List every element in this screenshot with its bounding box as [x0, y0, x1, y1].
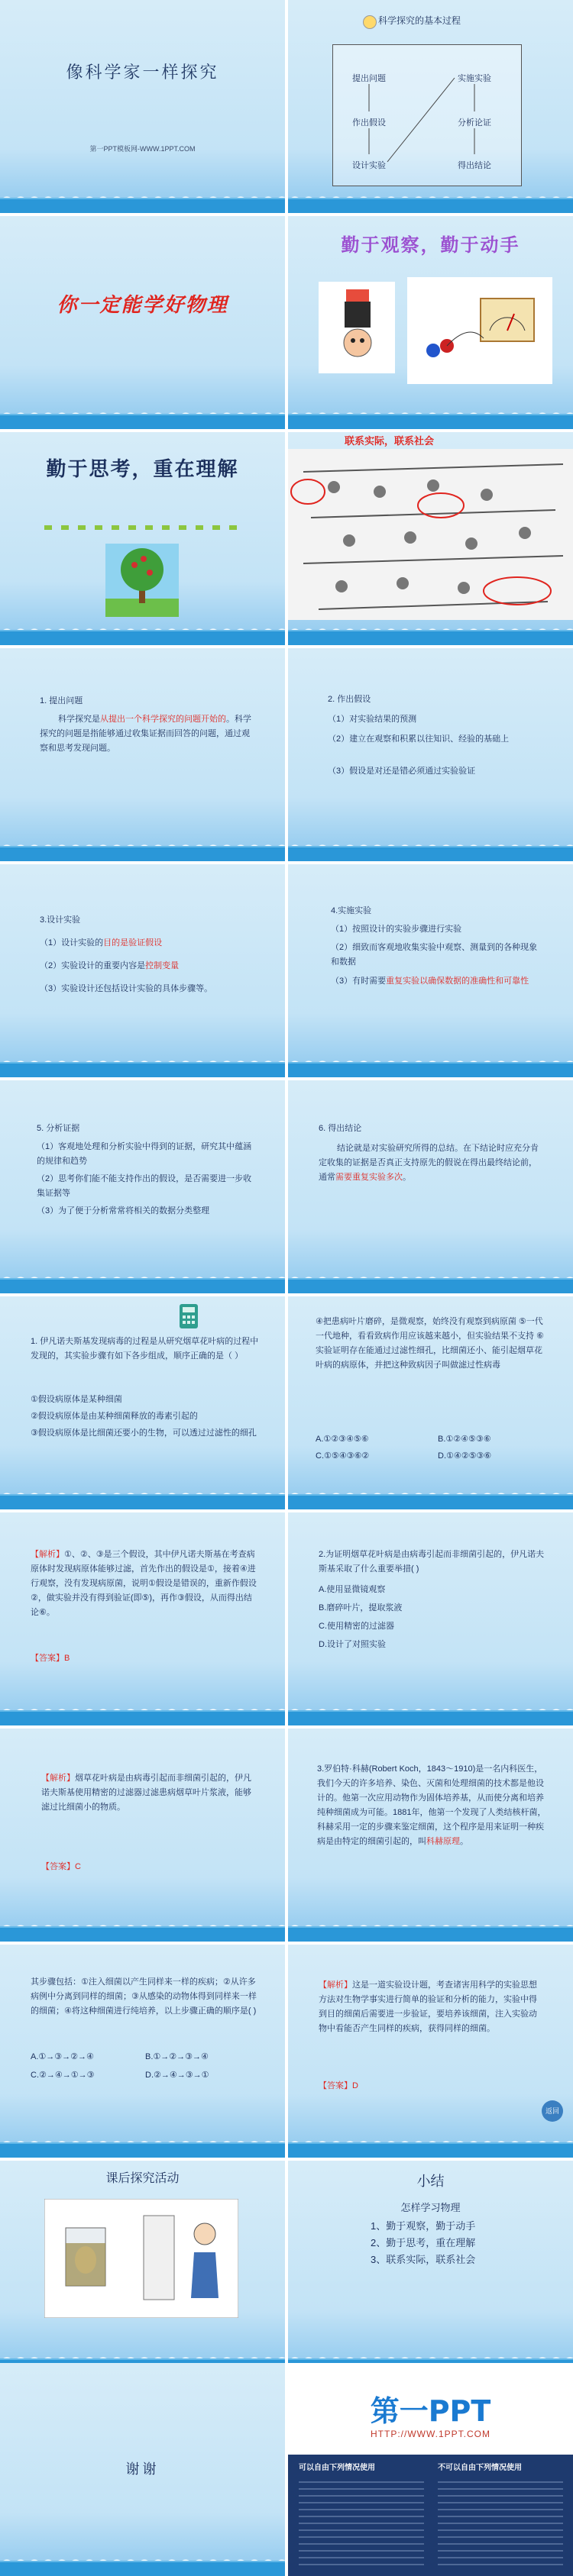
list-item: （3）实验设计还包括设计实验的具体步骤等。: [40, 984, 213, 993]
text-run: 。科学探究的问题是指能够通过收集证据而回答的问题，通过观察和思考发现问题。: [40, 715, 251, 753]
slide-10[interactable]: [288, 864, 573, 1077]
wave-decoration: [0, 1916, 285, 1942]
question-text: 其步骤包括：①注入细菌以产生同样来一样的疾病；②从许多病例中分离到同样的细菌；③从感染的动物体得到同样来一样的细菌；④将这种细菌进行纯培养，以上步骤正确的顺序是( ): [31, 1977, 257, 2016]
wave-decoration: [0, 835, 285, 861]
analysis-text: [31, 1548, 257, 1620]
answer-label: 【答案】: [41, 1862, 75, 1871]
allowed-terms-lines: [299, 2476, 424, 2566]
text-run: 。: [460, 1837, 468, 1846]
option-item: ②假设病原体是由某种细菌释放的毒素引起的: [31, 1412, 198, 1421]
slide-4[interactable]: [288, 216, 573, 429]
slide-5[interactable]: [0, 432, 285, 645]
list-item: （3）为了便于分析常常将相关的数据分类整理: [37, 1206, 210, 1215]
slide-subtitle: 第一PPT模板网-WWW.1PPT.COM: [89, 145, 196, 153]
slide-title: 科学探究的基本过程: [378, 15, 461, 26]
option-item: B.磨碎叶片，提取浆液: [319, 1603, 403, 1612]
forbidden-terms-lines: [438, 2476, 563, 2566]
slide-8[interactable]: [288, 648, 573, 861]
wave-decoration: [288, 187, 573, 213]
dotted-divider: [44, 525, 241, 530]
flow-step: 作出假设: [352, 118, 386, 128]
wave-decoration: [288, 1051, 573, 1077]
slide-3[interactable]: [0, 216, 285, 429]
slide-7[interactable]: [0, 648, 285, 861]
answer-value: B: [64, 1654, 70, 1663]
option-item: C.使用精密的过滤器: [319, 1622, 394, 1631]
section-heading: 5. 分析证据: [37, 1124, 80, 1133]
magnet-experiment-illustration: [319, 282, 395, 373]
highlight-text: 科赫原理: [426, 1837, 460, 1846]
text-run: 结论就是对实验研究所得的总结。在下结论时应充分肯定收集的证据是否真正支持原先的假说在得出最终结论前，通常: [319, 1144, 539, 1182]
question-text: [317, 1762, 546, 1849]
option-item: C.②→④→①→③: [31, 2071, 95, 2080]
slide-18[interactable]: [288, 1729, 573, 1942]
flow-step: 设计实验: [352, 161, 386, 170]
wave-decoration: [0, 1483, 285, 1509]
flow-step: 提出问题: [352, 74, 386, 83]
list-item: （2）思考你们能不能支持作出的假设，是否需要进一步收集证据等: [37, 1174, 252, 1198]
section-heading: 4.实施实验: [331, 906, 372, 915]
analysis-label: 【解析】: [31, 1550, 64, 1559]
workers-sketch-illustration: [288, 449, 573, 620]
highlight-text: 从提出一个科学探究的问题开始的: [100, 715, 226, 724]
highlight-text: 重复实验以确保数据的准确性和可靠性: [386, 976, 529, 986]
allowed-heading: 可以自由下列情况使用: [299, 2464, 375, 2472]
section-heading: 6. 得出结论: [319, 1124, 362, 1133]
slide-title: 课后探究活动: [105, 2172, 180, 2185]
slide-17[interactable]: [0, 1729, 285, 1942]
summary-item: 3、联系实际，联系社会: [371, 2254, 476, 2265]
summary-subtitle: 怎样学习物理: [400, 2202, 461, 2213]
terms-panel: [288, 2455, 573, 2576]
option-item: D.设计了对照实验: [319, 1640, 386, 1649]
section-heading: 3.设计实验: [40, 915, 81, 925]
list-item: [40, 936, 257, 951]
list-item: （1）客观地处理和分析实验中得到的证据，研究其中蕴涵的规律和趋势: [37, 1142, 252, 1166]
forbidden-heading: 不可以自由下列情况使用: [438, 2464, 522, 2472]
slide-16[interactable]: [288, 1512, 573, 1725]
option-item: A.使用显微镜观察: [319, 1585, 386, 1594]
analysis-text: [41, 1771, 257, 1815]
slide-title: 勤于思考，重在理解: [46, 458, 239, 481]
list-item: （2）细致而客观地收集实验中观察、测量到的各种现象和数据: [331, 943, 538, 967]
wave-decoration: [288, 1916, 573, 1942]
section-heading: 2. 作出假设: [328, 695, 371, 704]
wave-decoration: [288, 1267, 573, 1293]
slide-24[interactable]: [288, 2363, 573, 2576]
summary-item: 2、勤于思考，重在理解: [371, 2237, 476, 2248]
wave-decoration: [288, 2132, 573, 2158]
answer-line: [319, 2079, 358, 2093]
lightbulb-icon: [363, 15, 377, 29]
analysis-label: 【解析】: [319, 1980, 352, 1990]
highlight-text: 目的是验证假设: [103, 938, 163, 947]
slide-21[interactable]: [0, 2161, 285, 2374]
wave-decoration: [288, 835, 573, 861]
slide-2[interactable]: [288, 0, 573, 213]
option-item: D.②→④→③→①: [145, 2071, 209, 2080]
slide-13[interactable]: [0, 1296, 285, 1509]
option-item: A.①②③④⑤⑥: [316, 1435, 369, 1444]
wave-decoration: [0, 403, 285, 429]
option-item: B.①→②→③→④: [145, 2052, 209, 2061]
list-item: （1）对实验结果的预测: [328, 715, 417, 724]
analysis-label: 【解析】: [41, 1774, 75, 1783]
return-button[interactable]: 返回: [542, 2100, 563, 2122]
wave-decoration: [0, 1267, 285, 1293]
wave-decoration: [288, 619, 573, 645]
slide-11[interactable]: [0, 1080, 285, 1293]
text-run: 科学探究是: [58, 715, 100, 724]
answer-value: D: [352, 2081, 358, 2090]
list-item: [40, 959, 257, 973]
slide-23[interactable]: [0, 2363, 285, 2576]
flow-step: 实施实验: [458, 74, 491, 83]
wave-decoration: [0, 2132, 285, 2158]
option-item: ③假设病原体是比细菌还要小的生物，可以透过过滤性的细孔: [31, 1428, 257, 1438]
option-item: D.①④②⑤③⑥: [438, 1451, 492, 1461]
body-text: [319, 1141, 545, 1185]
flow-step: 分析论证: [458, 118, 491, 128]
text-run: 。: [403, 1173, 411, 1182]
slide-20[interactable]: [288, 1945, 573, 2158]
slide-19[interactable]: [0, 1945, 285, 2158]
slide-22[interactable]: [288, 2161, 573, 2374]
slide-9[interactable]: [0, 864, 285, 1077]
slide-15[interactable]: [0, 1512, 285, 1725]
question-text: 2.为证明烟草花叶病是由病毒引起而非细菌引起的，伊凡诺夫斯基采取了什么重要举措( ): [319, 1550, 545, 1574]
text-run: （3）有时需要: [331, 976, 387, 986]
calculator-icon: [177, 1303, 200, 1330]
wave-decoration: [0, 187, 285, 213]
answer-label: 【答案】: [31, 1654, 64, 1663]
flow-step: 得出结论: [458, 161, 491, 170]
egg-experiment-illustration: [44, 2199, 238, 2318]
text-run: （2）实验设计的重要内容是: [40, 961, 146, 970]
text-run: ①、②、③是三个假设，其中伊凡诺夫斯基在考查病原体时发现病原体能够过滤，首先作出的假设是①，接着④进行观察，没有发现病原菌，说明①假设是错误的，重新作假设②，做实验并没有得到验证(即⑤)，再作③假设，从而得出结论⑥。: [31, 1550, 257, 1617]
option-item: B.①②④⑤③⑥: [438, 1435, 491, 1444]
slide-title: 像科学家一样探究: [66, 63, 219, 82]
wave-decoration: [288, 1483, 573, 1509]
slide-title: 小结: [416, 2174, 445, 2189]
slide-title: 谢谢: [125, 2461, 160, 2477]
brand-url[interactable]: HTTP://WWW.1PPT.COM: [371, 2429, 490, 2439]
wave-decoration: [0, 619, 285, 645]
slide-14[interactable]: [288, 1296, 573, 1509]
option-item: A.①→③→②→④: [31, 2052, 94, 2061]
list-item: （3）假设是对还是错必须通过实验验证: [328, 767, 476, 776]
answer-value: C: [75, 1862, 81, 1871]
summary-item: 1、勤于观察，勤于动手: [371, 2220, 476, 2232]
flow-arrows: [332, 44, 520, 185]
slide-6[interactable]: [288, 432, 573, 645]
question-text: 1. 伊凡诺夫斯基发现病毒的过程是从研究烟草花叶病的过程中发现的，其实验步骤有如下各步组成，顺序正确的是（ ）: [31, 1337, 259, 1361]
question-text: ④把患病叶片磨碎，是微观察，始终没有观察到病原菌 ⑤一代一代地种，看看致病作用应该越来越小，但实验结果不支持 ⑥实验证明存在能通过过滤性细孔，比细菌还小、能引起烟草花叶病的病原体，并把这种致病因子叫做滤过性病毒: [316, 1317, 544, 1370]
text-run: 3.罗伯特·科赫(Robert Koch，1843～1910)是一名内科医生，我们今天的许多培养、染色、灭菌和处理细菌的技术都是他设计的。他第一次应用动物作为固体培养基，从而使分离和培养纯种细菌成为可能。1881年，他第一个发现了人类结核杆菌，科赫采用一定的步骤来鉴定细菌，这个程序是用来证明一种疾病是由特定的细菌引起的，叫: [317, 1764, 546, 1846]
slide-title: 勤于观察，勤于动手: [341, 234, 520, 256]
slide-title: 你一定能学好物理: [57, 294, 228, 317]
option-item: ①假设病原体是某种细菌: [31, 1395, 122, 1404]
answer-line: [31, 1651, 70, 1666]
slide-title: 联系实际，联系社会: [345, 435, 435, 447]
answer-label: 【答案】: [319, 2081, 352, 2090]
section-heading: 1. 提出问题: [40, 696, 83, 705]
option-item: C.①⑤④③⑥②: [316, 1451, 370, 1461]
wave-decoration: [288, 403, 573, 429]
slide-12[interactable]: [288, 1080, 573, 1293]
body-text: [40, 712, 257, 756]
brand-logo: 第一PPT: [370, 2394, 491, 2428]
apple-tree-illustration: [105, 544, 179, 617]
slide-1[interactable]: [0, 0, 285, 213]
wave-decoration: [0, 1700, 285, 1725]
wave-decoration: [288, 1700, 573, 1725]
list-item: （1）按照设计的实验步骤进行实验: [331, 925, 462, 934]
highlight-text: 控制变量: [145, 961, 180, 970]
answer-line: [41, 1860, 81, 1874]
wave-decoration: [0, 2550, 285, 2576]
highlight-text: 需要重复实验多次: [335, 1173, 403, 1182]
analysis-text: [319, 1978, 545, 2036]
wave-decoration: [0, 1051, 285, 1077]
text-run: 烟草花叶病是由病毒引起而非细菌引起的，伊凡诺夫斯基使用精密的过滤器过滤患病烟草叶片浆液，能够滤过比细菌小的物质。: [41, 1774, 251, 1812]
text-run: 这是一道实验设计题，考查诸害用科学的实验思想方法对生物学事实进行简单的验证和分析的能力，实验中得到目的细菌后需要进一步验证，要培养该细菌，注入实验动物中看能否产生同样的疾病，获得同样的细菌。: [319, 1980, 537, 2033]
list-item: （2）建立在观察和积累以往知识、经验的基础上: [328, 734, 510, 744]
meter-circuit-illustration: [407, 277, 552, 384]
text-run: （1）设计实验的: [40, 938, 104, 947]
list-item: [331, 974, 545, 989]
